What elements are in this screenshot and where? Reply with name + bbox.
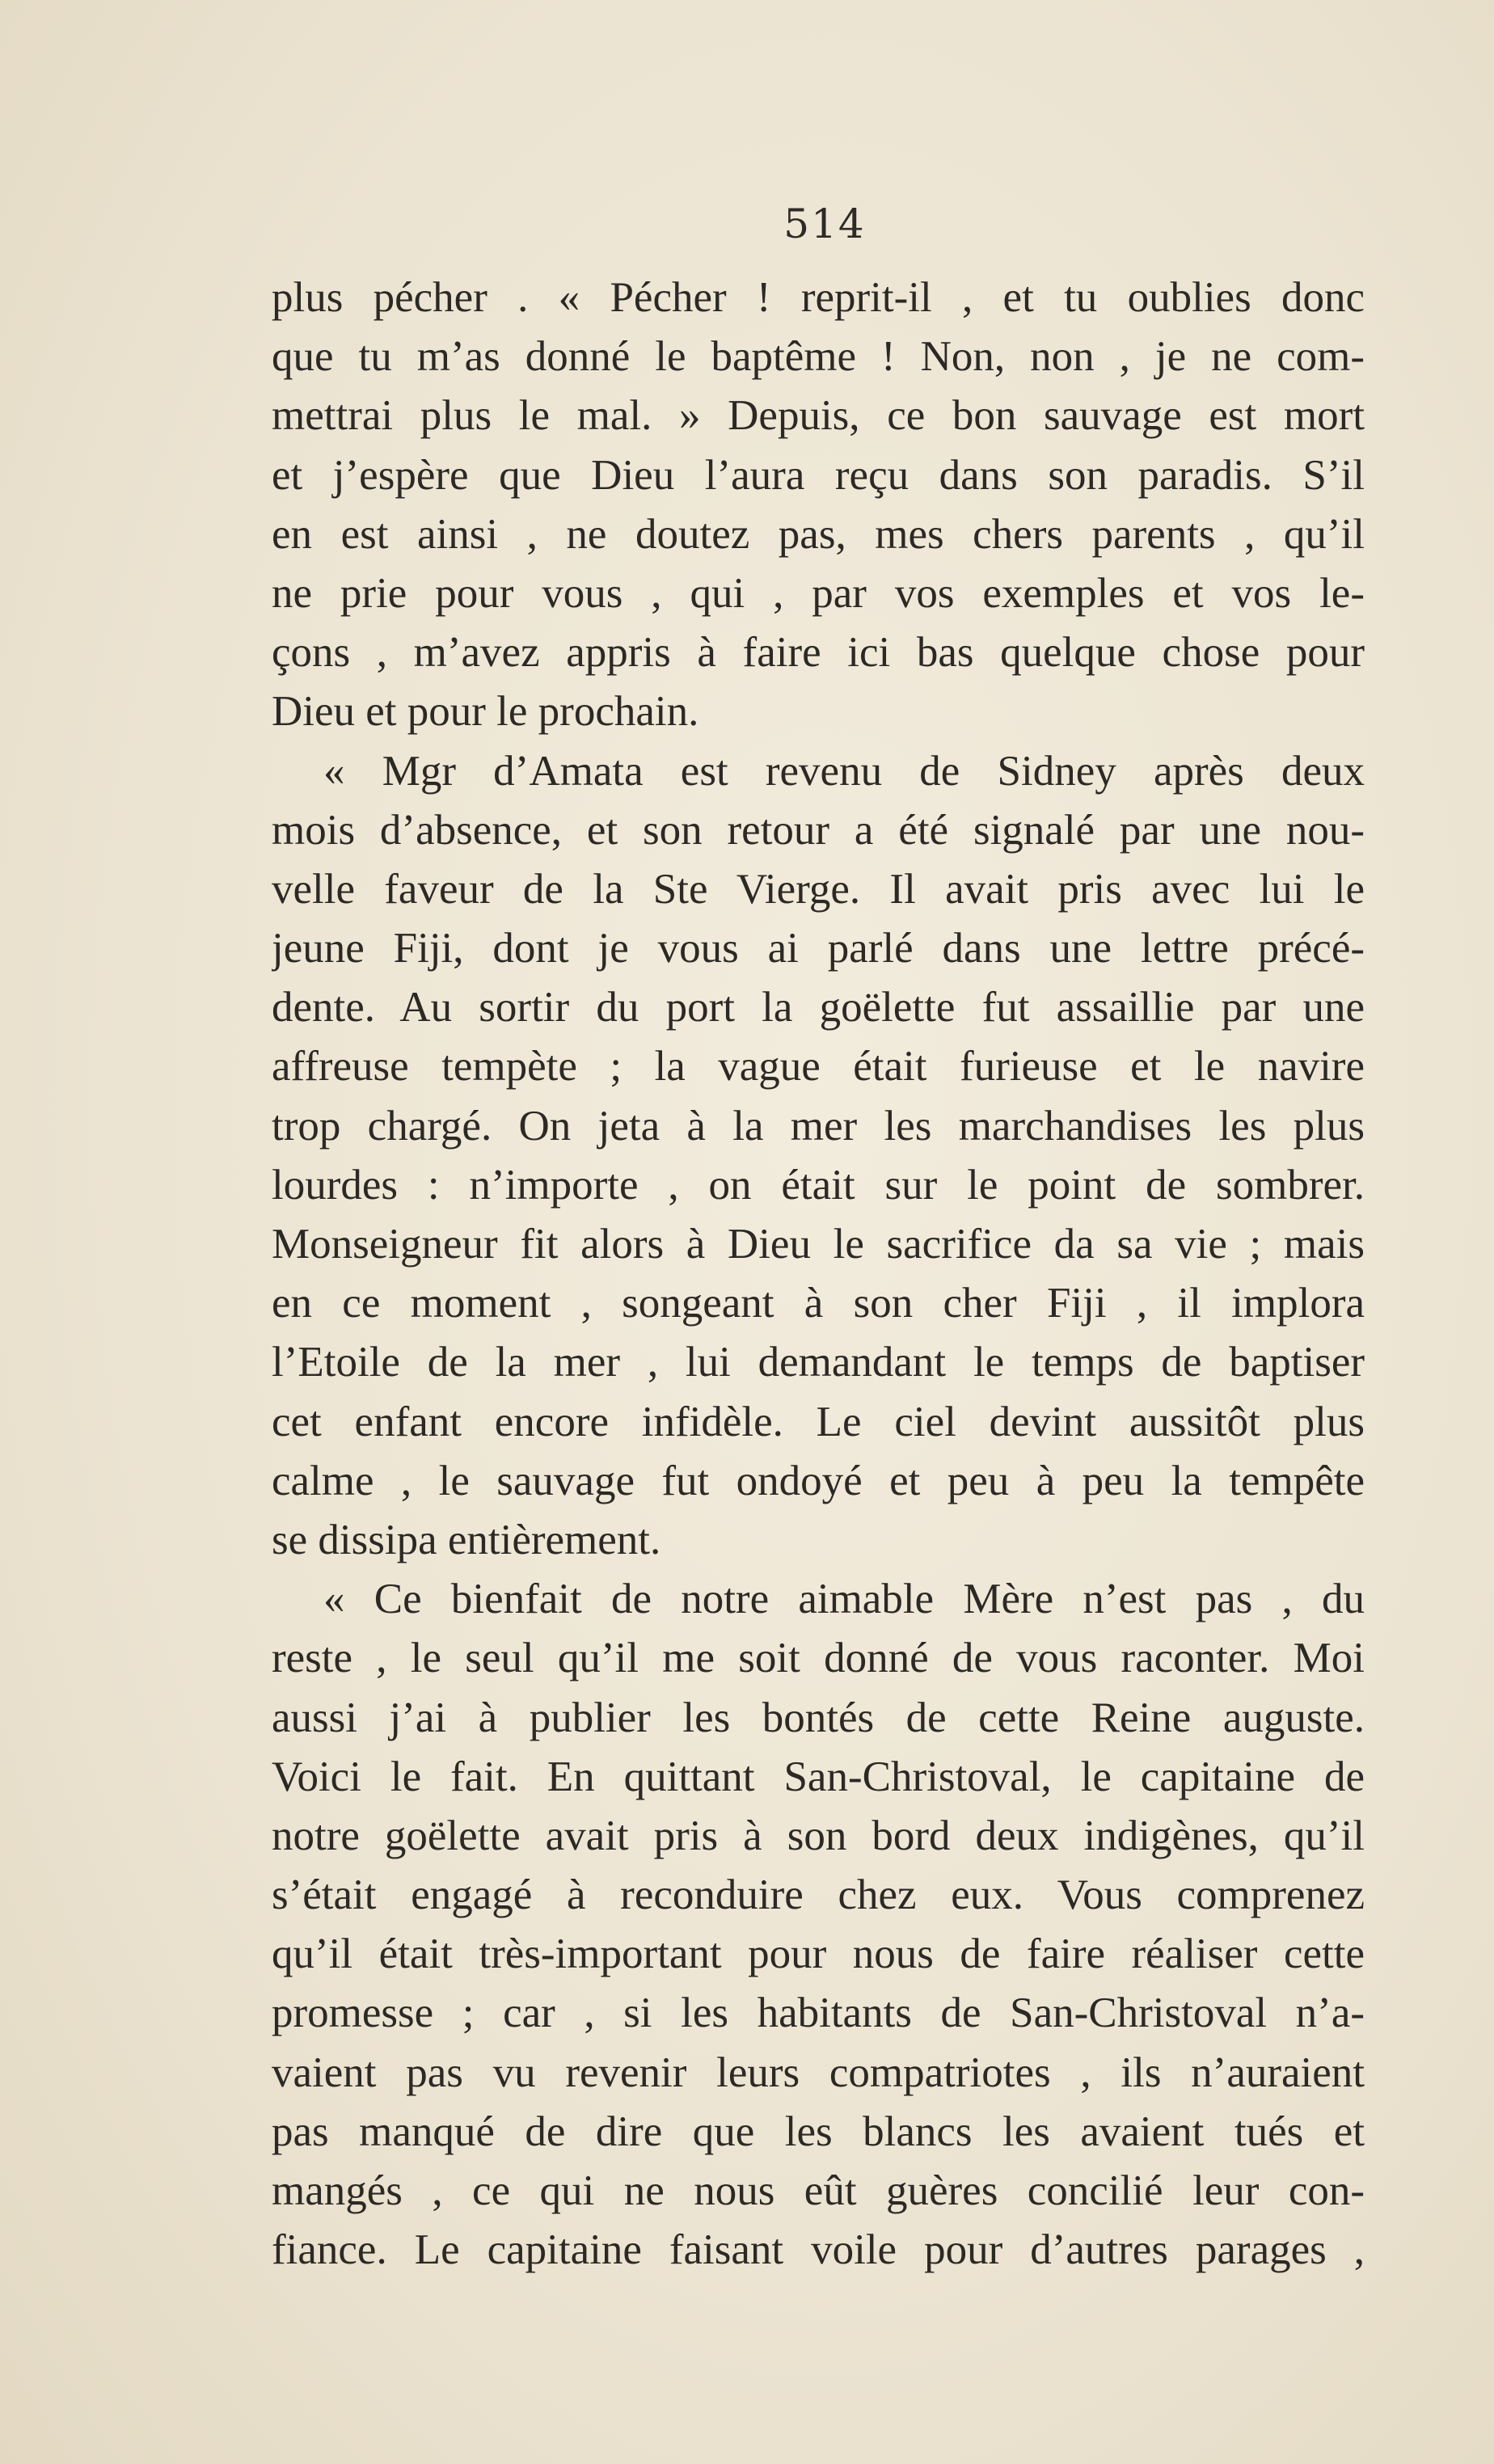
text-line: plus pécher . « Pécher ! reprit-il , et tu oublies donc — [272, 274, 1365, 321]
text-line: reste , le seul qu’il me soit donné de vous raconter. Moi — [272, 1635, 1365, 1682]
text-line: Monseigneur fit alors à Dieu le sacrifice da sa vie ; mais — [272, 1221, 1365, 1268]
text-line: Dieu et pour le prochain. — [272, 688, 699, 736]
page-number: 514 — [783, 200, 866, 247]
body-text — [272, 268, 1365, 2280]
text-line: « Ce bienfait de notre aimable Mère n’est pas , du — [323, 1576, 1365, 1623]
text-line: en ce moment , songeant à son cher Fiji , il implora — [272, 1280, 1365, 1327]
text-line: Voici le fait. En quittant San-Christoval, le capitaine de — [272, 1753, 1365, 1800]
text-line: trop chargé. On jeta à la mer les marchandises les plus — [272, 1102, 1365, 1150]
text-line: ne prie pour vous , qui , par vos exemples et vos le- — [272, 569, 1365, 617]
text-line: que tu m’as donné le baptême ! Non, non , je ne com- — [272, 333, 1365, 381]
text-line: notre goëlette avait pris à son bord deux indigènes, qu’il — [272, 1812, 1365, 1859]
text-line: aussi j’ai à publier les bontés de cette Reine auguste. — [272, 1694, 1365, 1741]
text-line: en est ainsi , ne doutez pas, mes chers parents , qu’il — [272, 510, 1365, 558]
text-line: affreuse tempète ; la vague était furieuse et le navire — [272, 1043, 1365, 1091]
text-line: fiance. Le capitaine faisant voile pour d’autres parages , — [272, 2226, 1365, 2274]
text-line: velle faveur de la Ste Vierge. Il avait pris avec lui le — [272, 865, 1365, 913]
text-line: « Mgr d’Amata est revenu de Sidney après deux — [323, 747, 1365, 795]
text-line: dente. Au sortir du port la goëlette fut assaillie par une — [272, 984, 1365, 1032]
text-line: pas manqué de dire que les blancs les avaient tués et — [272, 2107, 1365, 2155]
text-line: se dissipa entièrement. — [272, 1516, 661, 1563]
text-line: vaient pas vu revenir leurs compatriotes , ils n’auraient — [272, 2048, 1365, 2096]
text-line: çons , m’avez appris à faire ici bas quelque chose pour — [272, 629, 1365, 677]
text-line: mois d’absence, et son retour a été signalé par une nou- — [272, 806, 1365, 854]
text-line: jeune Fiji, dont je vous ai parlé dans une lettre précé- — [272, 925, 1365, 973]
text-line: cet enfant encore infidèle. Le ciel devint aussitôt plus — [272, 1398, 1365, 1445]
text-line: promesse ; car , si les habitants de San-Christoval n’a- — [272, 1989, 1365, 2037]
text-line: l’Etoile de la mer , lui demandant le temps de baptiser — [272, 1339, 1365, 1386]
text-line: lourdes : n’importe , on était sur le point de sombrer. — [272, 1161, 1365, 1209]
text-line: calme , le sauvage fut ondoyé et peu à peu la tempête — [272, 1457, 1365, 1504]
text-line: et j’espère que Dieu l’aura reçu dans son paradis. S’il — [272, 451, 1365, 499]
text-line: mettrai plus le mal. » Depuis, ce bon sauvage est mort — [272, 392, 1365, 440]
text-line: mangés , ce qui ne nous eût guères concilié leur con- — [272, 2167, 1365, 2214]
text-line: qu’il était très-important pour nous de faire réaliser cette — [272, 1930, 1365, 1978]
text-line: s’était engagé à reconduire chez eux. Vous comprenez — [272, 1871, 1365, 1919]
